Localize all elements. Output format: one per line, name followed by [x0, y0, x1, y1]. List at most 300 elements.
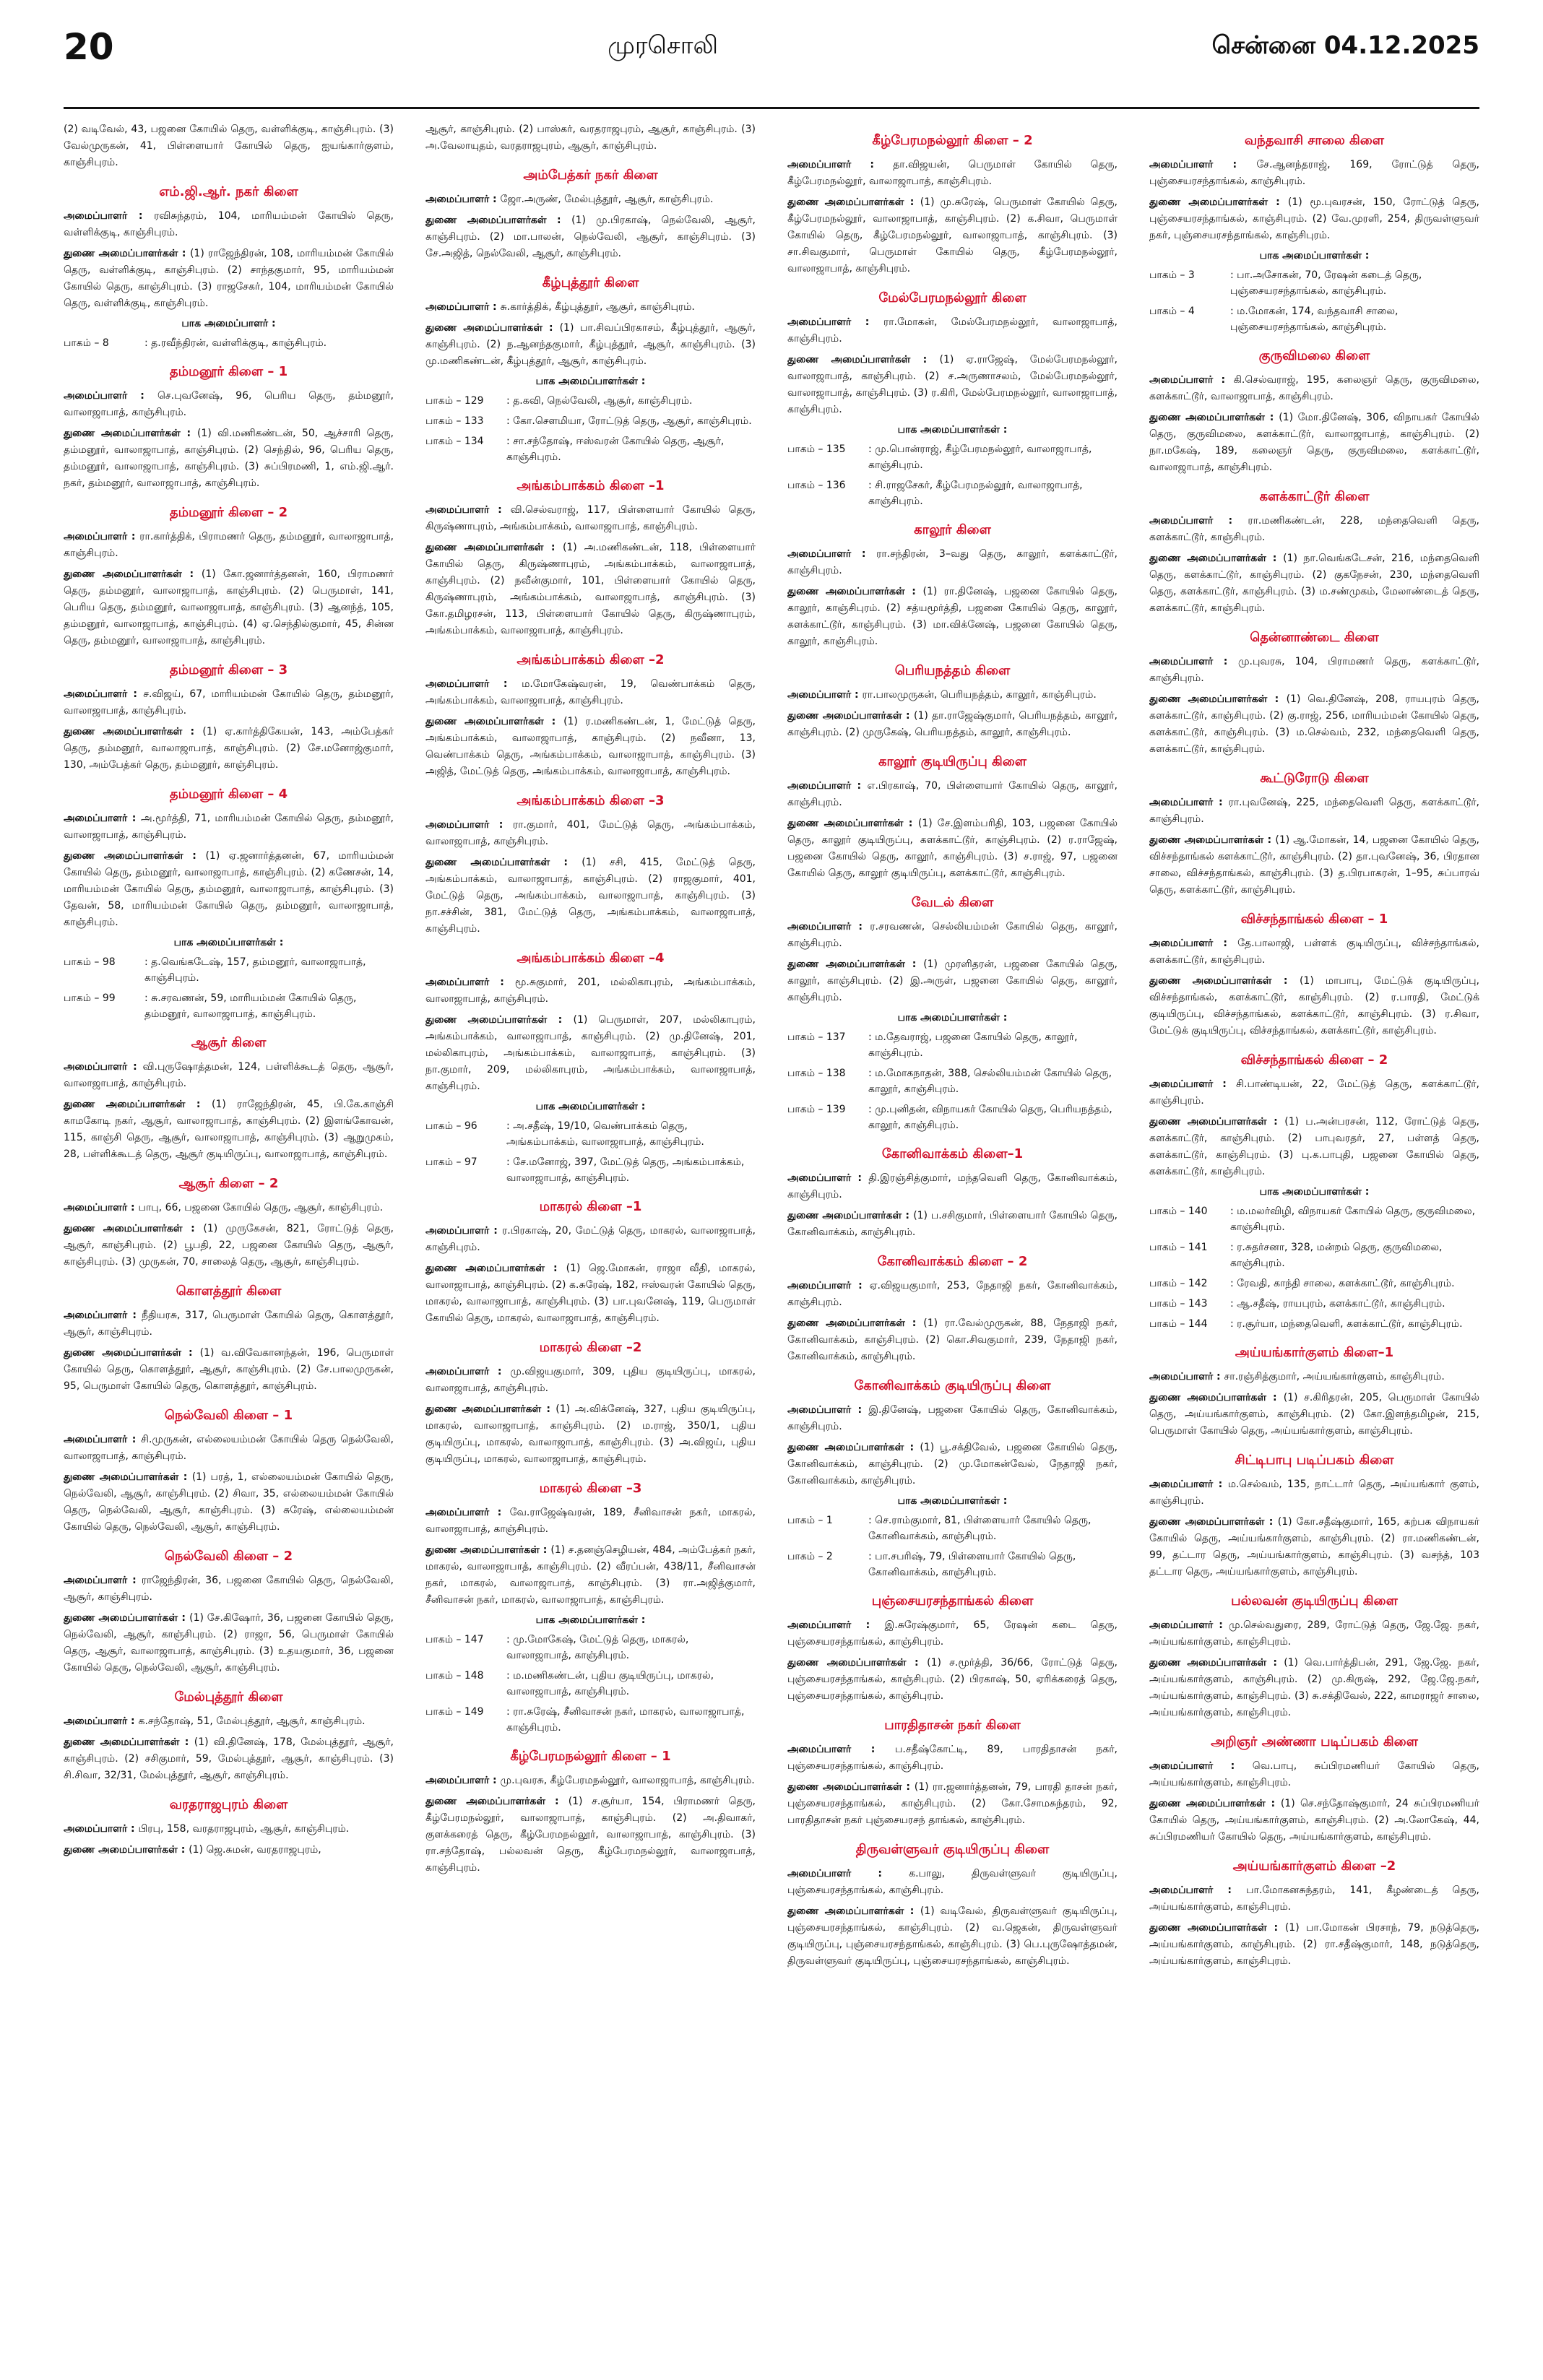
organizer-line [1149, 1758, 1479, 1791]
part-organizer-text: : மு.புனிதன், விநாயகர் கோயில் தெரு, பெரியநத்தம், காலூர், காஞ்சிபுரம். [868, 1104, 1112, 1131]
deputy-organizers-label: துணை அமைப்பாளர்கள் : [425, 215, 572, 226]
deputy-organizers-text: (1) ராஜேந்திரன், 45, பி.கே.காஞ்சி காமகோடி நகர், ஆசூர், வாலாஜாபாத், காஞ்சிபுரம். (2) இளங்கோவன், 115, காஞ்சி தெரு, ஆசூர், வாலாஜாபாத், காஞ்சிபுரம். (3) ஆறுமுகம், 28, பள்ளிக்கூடத் தெரு, ஆசூர் குடியிருப்பு, வாலாஜாபாத், காஞ்சிபுரம். [64, 1099, 394, 1160]
deputy-organizers-text: (1) ரா.வேல்முருகன், 88, நேதாஜி நகர், கோனிவாக்கம், காஞ்சிபுரம். (2) கொ.சிவகுமார், 239, நேதாஜி நகர், கோனிவாக்கம், காஞ்சிபுரம். [787, 1317, 1118, 1362]
branch-title: வரதராஜபுரம் கிளை [169, 1797, 288, 1812]
deputy-organizers-line [64, 1734, 394, 1784]
deputy-organizers-label: துணை அமைப்பாளர்கள் : [425, 322, 560, 334]
part-organizer-row [425, 1118, 756, 1150]
branch-block [787, 1718, 1118, 1829]
branch-block [1149, 133, 1479, 335]
deputy-organizers-line [425, 1401, 756, 1468]
part-number: பாகம் – 138 [787, 1068, 846, 1079]
part-organizer-text: : த.கவி, நெல்வேலி, ஆசூர், காஞ்சிபுரம். [506, 395, 693, 407]
deputy-organizers-text: (1) மு.பிரகாஷ், நெல்வேலி, ஆசூர், காஞ்சிபுரம். (2) மா.பாலன், நெல்வேலி, ஆசூர், காஞ்சிபுரம். (3) சே.அஜித், நெல்வேலி, ஆசூர், காஞ்சிபுரம். [425, 215, 756, 259]
organizer-label: அமைப்பாளர் : [787, 780, 868, 792]
organizer-line [64, 1059, 394, 1092]
organizer-line [64, 1821, 394, 1838]
branch-title: கூட்டுரோடு கிளை [1260, 771, 1369, 786]
part-number: பாகம் – 129 [425, 395, 484, 407]
organizer-label: அமைப்பாளர் : [1149, 374, 1234, 386]
deputy-organizers-label: துணை அமைப்பாளர்கள் : [64, 1736, 194, 1748]
branch-title: காலூர் குடியிருப்பு கிளை [878, 754, 1027, 769]
branch-block [1149, 1593, 1479, 1721]
part-organizer-text: : சா.சந்தோஷ், ஈஸ்வரன் கோயில் தெரு, ஆசூர், காஞ்சிபுரம். [506, 436, 725, 463]
deputy-organizers-line [425, 212, 756, 262]
branch-title: நெல்வேலி கிளை – 2 [164, 1549, 293, 1564]
deputy-organizers-text: (1) முருகேசன், 821, ரோட்டுத் தெரு, ஆசூர், காஞ்சிபுரம். (2) பூபதி, 22, பஜனை கோயில் தெரு, ஆசூர், காஞ்சிபுரம். (3) முருகன், 70, சாலைத் தெரு, ஆசூர், காஞ்சிபுரம். [64, 1223, 394, 1268]
deputy-organizers-text: (1) ஏ.கார்த்திகேயன், 143, அம்பேத்கர் தெரு, தம்மனூர், வாலாஜாபாத், காஞ்சிபுரம். (2) சே.மனோஜ்குமார், 130, அம்பேத்கர் தெரு, தம்மனூர், காஞ்சிபுரம். [64, 726, 394, 771]
organizer-line [1149, 1617, 1479, 1650]
deputy-organizers-line [787, 1315, 1118, 1365]
branch-block [1149, 1345, 1479, 1440]
deputy-organizers-line [787, 1779, 1118, 1829]
organizer-text: சே.ஆனந்தராஜ், 169, ரோட்டுத் தெரு, புஞ்சையரசந்தாங்கல், காஞ்சிபுரம். [1149, 159, 1479, 187]
organizer-text: கி.செல்வராஜ், 195, கலைஞர் தெரு, குருவிமலை, களக்காட்டூர், வாலாஜாபாத், காஞ்சிபுரம். [1149, 374, 1479, 402]
branch-title: தம்மனூர் கிளை – 2 [169, 505, 288, 520]
part-number: பாகம் – 134 [425, 436, 484, 447]
deputy-organizers-label: துணை அமைப்பாளர்கள் : [787, 710, 915, 722]
organizer-text: தா.விஜயன், பெருமாள் கோயில் தெரு, கீழ்பேரமநல்லூர், வாலாஜாபாத், காஞ்சிபுரம். [787, 159, 1118, 187]
deputy-organizers-label: துணை அமைப்பாளர்கள் : [64, 568, 202, 580]
branch-block [425, 275, 756, 465]
organizer-text: அ.மூர்த்தி, 71, மாரியம்மன் கோயில் தெரு, தம்மனூர், வாலாஜாபாத், காஞ்சிபுரம். [64, 813, 394, 841]
deputy-organizers-label: துணை அமைப்பாளர்கள் : [64, 1099, 212, 1110]
part-organizer-text: : ரேவதி, காந்தி சாலை, களக்காட்டூர், காஞ்சிபுரம். [1230, 1278, 1455, 1289]
organizer-text: எ.பிரகாஷ், 70, பிள்ளையார் கோயில் தெரு, காலூர், காஞ்சிபுரம். [787, 780, 1118, 808]
organizer-text: ரா.மோகன், மேல்பேரமநல்லூர், வாலாஜாபாத், காஞ்சிபுரம். [787, 316, 1118, 345]
part-number: பாகம் – 137 [787, 1031, 846, 1043]
branch-block [64, 364, 394, 492]
part-organizer-row [64, 954, 394, 986]
part-organizer-text: : ஆ.சதீஷ், ராயபுரம், களக்காட்டூர், காஞ்சிபுரம். [1230, 1298, 1445, 1310]
organizer-label: அமைப்பாளர் : [787, 921, 870, 932]
deputy-organizers-text: (1) கோ.ஜனார்த்தனன், 160, பிராமணர் தெரு, தம்மனூர், வாலாஜாபாத், காஞ்சிபுரம். (2) பெருமாள், 141, பெரிய தெரு, தம்மனூர், வாலாஜாபாத், காஞ்சிபுரம். (3) ஆனந்த், 105, தம்மனூர், வாலாஜாபாத், காஞ்சிபுரம். (4) ஏ.செந்தில்குமார், 45, சின்ன தெரு, தம்மனூர், வாலாஜாபாத், காஞ்சிபுரம். [64, 568, 394, 646]
branch-block [1149, 348, 1479, 476]
part-organizer-row [425, 1632, 756, 1663]
organizer-line [425, 1223, 756, 1256]
organizer-line [1149, 1369, 1479, 1385]
deputy-organizers-text: (1) வெ.தினேஷ், 208, ராயபுரம் தெரு, களக்காட்டூர், காஞ்சிபுரம். (2) கு.ராஜ், 256, மாரியம்மன் கோயில் தெரு, களக்காட்டூர், காஞ்சிபுரம். (3) ம.செல்வம், 232, மந்தைவெளி தெரு, களக்காட்டூர், காஞ்சிபுரம். [1149, 693, 1479, 755]
part-number: பாகம் – 140 [1149, 1206, 1208, 1217]
part-number: பாகம் – 1 [787, 1515, 833, 1526]
deputy-organizers-label: துணை அமைப்பாளர்கள் : [1149, 1392, 1284, 1403]
part-number: பாகம் – 96 [425, 1120, 477, 1132]
organizer-text: ச.விஜய், 67, மாரியம்மன் கோயில் தெரு, தம்மனூர், வாலாஜாபாத், காஞ்சிபுரம். [64, 688, 394, 717]
branch-title: காலூர் கிளை [914, 522, 991, 537]
organizer-line [1149, 935, 1479, 969]
part-organizer-text: : மு.மோகேஷ், மேட்டுத் தெரு, மாகரல், வாலாஜாபாத், காஞ்சிபுரம். [506, 1634, 689, 1661]
branch-title: வேடல் கிளை [911, 895, 994, 910]
branch-title: வந்தவாசி சாலை கிளை [1244, 133, 1385, 148]
part-organizer-text: : சு.சரவணன், 59, மாரியம்மன் கோயில் தெரு, தம்மனூர், வாலாஜாபாத், காஞ்சிபுரம். [144, 992, 357, 1020]
branch-block [64, 505, 394, 649]
organizer-line [64, 208, 394, 241]
deputy-organizers-line [1149, 194, 1479, 244]
organizer-text: வி.புருஷோத்தமன், 124, பள்ளிக்கூடத் தெரு, ஆசூர், வாலாஜாபாத், காஞ்சிபுரம். [64, 1061, 394, 1089]
deputy-organizers-label: துணை அமைப்பாளர்கள் : [1149, 196, 1288, 208]
part-organizer-row [425, 1154, 756, 1186]
deputy-organizers-text: (1) ரா.ஜனார்த்தனன், 79, பாரதி தாசன் நகர், புஞ்சையரசந்தாங்கல், காஞ்சிபுரம். (2) கோ.சோமசுந்தரம், 92, பாரதிதாசன் நகர் புஞ்சையரசந் தாங்கல், காஞ்சிபுரம். [787, 1781, 1118, 1826]
organizer-label: அமைப்பாளர் : [64, 1715, 139, 1727]
organizer-line [64, 388, 394, 421]
branch-title: சிட்டிபாபு படிப்பகம் கிளை [1235, 1453, 1394, 1468]
branch-title: கீழ்பேரமநல்லூர் கிளை – 2 [872, 133, 1033, 148]
deputy-organizers-label: துணை அமைப்பாளர்கள் : [425, 716, 564, 727]
part-organizer-row [787, 441, 1118, 473]
organizer-line [787, 778, 1118, 811]
deputy-organizers-line [787, 194, 1118, 277]
deputy-organizers-label: துணை அமைப்பாளர்கள் : [64, 1223, 204, 1234]
part-organizer-row [1149, 267, 1479, 299]
branch-title: தென்னாண்டை கிளை [1250, 630, 1379, 645]
organizer-line [787, 919, 1118, 952]
organizer-text: செ.புவனேஷ், 96, பெரிய தெரு, தம்மனூர், வாலாஜாபாத், காஞ்சிபுரம். [64, 390, 394, 418]
branch-block [1149, 630, 1479, 758]
organizer-line [787, 1278, 1118, 1311]
branch-title: தம்மனூர் கிளை – 3 [169, 662, 288, 678]
part-organizer-text: : ம.மணிகண்டன், புதிய குடியிருப்பு, மாகரல், வாலாஜாபாத், காஞ்சிபுரம். [506, 1670, 714, 1697]
part-organizers-heading: பாக அமைப்பாளர்கள் : [1259, 1186, 1370, 1198]
deputy-organizers-line [787, 1903, 1118, 1970]
branch-block [425, 1199, 756, 1327]
organizer-text: ரவிசுந்தரம், 104, மாரியம்மன் கோயில் தெரு, வள்ளிக்குடி, காஞ்சிபுரம். [64, 210, 394, 238]
part-organizer-text: : ம.தேவராஜ், பஜனை கோயில் தெரு, காலூர், காஞ்சிபுரம். [868, 1031, 1078, 1059]
part-organizers-heading: பாக அமைப்பாளர்கள் : [173, 937, 284, 948]
branch-block [1149, 771, 1479, 899]
part-organizer-text: : அ.சதீஷ், 19/10, வெண்பாக்கம் தெரு, அங்கம்பாக்கம், வாலாஜாபாத், காஞ்சிபுரம். [506, 1120, 704, 1148]
part-organizer-text: : ம.மலர்விழி, விநாயகர் கோயில் தெரு, குருவிமலை, காஞ்சிபுரம். [1230, 1206, 1476, 1233]
part-organizer-text: : த.ரவீந்திரன், வள்ளிக்குடி, காஞ்சிபுரம். [144, 337, 327, 349]
deputy-organizers-line [787, 352, 1118, 418]
part-number: பாகம் – 142 [1149, 1278, 1208, 1289]
organizer-text: ரா.மணிகண்டன், 228, மந்தைவெளி தெரு, களக்காட்டூர், காஞ்சிபுரம். [1149, 515, 1479, 543]
deputy-organizers-label: துணை அமைப்பாளர்கள் : [1149, 1116, 1285, 1128]
branch-block [787, 1254, 1118, 1365]
part-organizer-row [425, 413, 756, 429]
organizer-label: அமைப்பாளர் : [1149, 797, 1229, 808]
branch-block [1149, 1858, 1479, 1970]
branch-title: கோனிவாக்கம் கிளை – 2 [877, 1254, 1028, 1269]
branch-title: களக்காட்டூர் கிளை [1259, 489, 1370, 504]
continued-text: ஆசூர், காஞ்சிபுரம். (2) பாஸ்கர், வரதராஜபுரம், ஆசூர், காஞ்சிபுரம். (3) அ.வேலாயுதம், வரதராஜபுரம், ஆசூர், காஞ்சிபுரம். [425, 124, 756, 152]
part-number: பாகம் – 135 [787, 443, 846, 455]
deputy-organizers-label: துணை அமைப்பாளர்கள் : [425, 1544, 551, 1556]
organizer-line [64, 1200, 394, 1216]
deputy-organizers-label: துணை அமைப்பாளர்கள் : [425, 1263, 566, 1274]
organizer-label: அமைப்பாளர் : [1149, 938, 1238, 949]
column-4 [1149, 121, 1479, 2351]
part-organizer-row [1149, 303, 1479, 335]
deputy-organizers-line [425, 854, 756, 938]
deputy-organizers-label: துணை அமைப்பாளர்கள் : [1149, 834, 1276, 846]
deputy-organizers-line [1149, 1390, 1479, 1440]
branch-title: கொளத்தூர் கிளை [176, 1284, 282, 1299]
part-organizer-row [1149, 1239, 1479, 1271]
branch-block [787, 1593, 1118, 1705]
organizer-text: சி.பாண்டியன், 22, மேட்டுத் தெரு, களக்காட்டூர், காஞ்சிபுரம். [1149, 1078, 1479, 1107]
part-number: பாகம் – 2 [787, 1551, 833, 1562]
deputy-organizers-label: துணை அமைப்பாளர்கள் : [425, 1796, 569, 1807]
branch-block [787, 1378, 1118, 1580]
part-organizer-text: : பா.அசோகன், 70, ரேஷன் கடைத் தெரு, புஞ்சையரசந்தாங்கல், காஞ்சிபுரம். [1230, 269, 1422, 297]
deputy-organizers-text: (1) வடிவேல், திருவள்ளுவர் குடியிருப்பு, புஞ்சையரசந்தாங்கல், காஞ்சிபுரம். (2) வ.ஜெகன், திருவள்ளுவர் குடியிருப்பு, புஞ்சையரசந்தாங்கல், காஞ்சிபுரம். (3) பெ.புருஷோத்தமன், திருவள்ளுவர் குடியிருப்பு, புஞ்சையரசந்தாங்கல், காஞ்சிபுரம். [787, 1905, 1118, 1967]
organizer-line [64, 810, 394, 844]
organizer-text: பிரபு, 158, வரதராஜபுரம், ஆசூர், காஞ்சிபுரம். [138, 1823, 350, 1835]
branch-block [1149, 912, 1479, 1039]
deputy-organizers-label: துணை அமைப்பாளர்கள் : [787, 1657, 928, 1669]
deputy-organizers-label: துணை அமைப்பாளர்கள் : [425, 857, 582, 868]
organizer-text: வே.ராஜேஷ்வரன், 189, சீனிவாசன் நகர், மாகரல், வாலாஜாபாத், காஞ்சிபுரம். [425, 1507, 756, 1535]
branch-block [787, 663, 1118, 741]
deputy-organizers-label: துணை அமைப்பாளர்கள் : [425, 1403, 556, 1415]
branch-title: விச்சந்தாங்கல் கிளை – 1 [1240, 912, 1388, 927]
branch-block [425, 478, 756, 639]
organizer-text: ர.சரவணன், செல்லியம்மன் கோயில் தெரு, காலூர், காஞ்சிபுரம். [787, 921, 1118, 949]
branch-title: மாகரல் கிளை –1 [539, 1199, 642, 1214]
organizer-line [425, 191, 756, 208]
organizer-text: சி.முருகன், எல்லையம்மன் கோயில் தெரு நெல்வேலி, வாலாஜாபாத், காஞ்சிபுரம். [64, 1434, 394, 1462]
deputy-organizers-label: துணை அமைப்பாளர்கள் : [64, 1471, 192, 1483]
organizer-label: அமைப்பாளர் : [425, 194, 501, 205]
deputy-organizers-label: துணை அமைப்பாளர்கள் : [787, 354, 940, 365]
organizer-line [1149, 372, 1479, 405]
deputy-organizers-text: (1) மோ.தினேஷ், 306, விநாயகர் கோயில் தெரு, குருவிமலை, களக்காட்டூர், வாலாஜாபாத், காஞ்சிபுரம். (2) நா.மகேஷ், 189, கலைஞர் தெரு, குருவிமலை, களக்காட்டூர், வாலாஜாபாத், காஞ்சிபுரம். [1149, 412, 1479, 473]
deputy-organizers-label: துணை அமைப்பாளர்கள் : [787, 1781, 915, 1793]
branch-title: ஆசூர் கிளை [191, 1035, 267, 1050]
deputy-organizers-line [1149, 1114, 1479, 1180]
deputy-organizers-label: துணை அமைப்பாளர்கள் : [64, 850, 206, 862]
part-organizers-heading: பாக அமைப்பாளர்கள் : [897, 424, 1008, 436]
part-organizers-heading: பாக அமைப்பாளர்கள் : [535, 1101, 646, 1112]
organizer-text: ரா.குமார், 401, மேட்டுத் தெரு, அங்கம்பாக்கம், வாலாஜாபாத், காஞ்சிபுரம். [425, 819, 756, 847]
organizer-label: அமைப்பாளர் : [1149, 656, 1238, 667]
part-number: பாகம் – 144 [1149, 1318, 1208, 1330]
branch-title: பாரதிதாசன் நகர் கிளை [884, 1718, 1021, 1733]
part-organizer-text: : பா.சபரிஷ், 79, பிள்ளையார் கோயில் தெரு, கோனிவாக்கம், காஞ்சிபுரம். [868, 1551, 1076, 1578]
organizer-label: அமைப்பாளர் : [787, 1280, 870, 1291]
deputy-organizers-line [64, 1345, 394, 1395]
branch-block [425, 121, 756, 155]
organizer-label: அமைப்பாளர் : [64, 1310, 142, 1321]
deputy-organizers-line [64, 246, 394, 312]
masthead [64, 0, 1479, 94]
organizer-line [787, 546, 1118, 579]
organizer-label: அமைப்பாளர் : [64, 390, 157, 402]
organizer-label: அமைப்பாளர் : [64, 1434, 142, 1445]
part-organizers-heading: பாக அமைப்பாளர்கள் : [1259, 250, 1370, 261]
branch-title: கீழ்பேரமநல்லூர் கிளை – 1 [510, 1749, 671, 1764]
part-organizers-heading: பாக அமைப்பாளர்கள் : [535, 1614, 646, 1626]
part-organizer-row [425, 1704, 756, 1736]
branch-block [425, 1481, 756, 1736]
branch-title: விச்சந்தாங்கல் கிளை – 2 [1240, 1052, 1388, 1068]
deputy-organizers-text: (1) முரளிதரன், பஜனை கோயில் தெரு, காலூர், காஞ்சிபுரம். (2) இ.அருள், பஜனை கோயில் தெரு, காலூர், காஞ்சிபுரம். [787, 959, 1118, 1003]
organizer-text: வி.செல்வராஜ், 117, பிள்ளையார் கோயில் தெரு, கிருஷ்ணாபுரம், அங்கம்பாக்கம், வாலாஜாபாத், காஞ்சிபுரம். [425, 504, 756, 532]
branch-block [64, 1176, 394, 1271]
branch-title: பெரியநத்தம் கிளை [894, 663, 1011, 678]
deputy-organizers-label: துணை அமைப்பாளர்கள் : [787, 1317, 924, 1329]
deputy-organizers-line [64, 566, 394, 649]
organizer-text: ரா.பாலமுருகன், பெரியநத்தம், காலூர், காஞ்சிபுரம். [862, 689, 1097, 701]
deputy-organizers-line [1149, 1796, 1479, 1845]
deputy-organizers-label: துணை அமைப்பாளர்கள் : [1149, 693, 1287, 705]
deputy-organizers-text: (1) வ.விவேகானந்தன், 196, பெருமாள் கோயில் தெரு, கொளத்தூர், ஆசூர், காஞ்சிபுரம். (2) சே.பாலமுருகன், 95, பெருமாள் கோயில் தெரு, கொளத்தூர், காஞ்சிபுரம். [64, 1347, 394, 1392]
branch-title: மேல்புத்தூர் கிளை [174, 1689, 283, 1705]
branch-title: ஆசூர் கிளை – 2 [178, 1176, 279, 1191]
part-organizer-row [1149, 1296, 1479, 1312]
organizer-label: அமைப்பாளர் : [425, 1507, 510, 1518]
organizer-label: அமைப்பாளர் : [787, 1744, 895, 1755]
organizer-line [425, 676, 756, 709]
part-number: பாகம் – 97 [425, 1156, 477, 1168]
organizer-text: க.சந்தோஷ், 51, மேல்புத்தூர், ஆசூர், காஞ்சிபுரம். [138, 1715, 366, 1727]
deputy-organizers-line [64, 425, 394, 492]
organizer-text: ஏ.விஜயகுமார், 253, நேதாஜி நகர், கோனிவாக்கம், காஞ்சிபுரம். [787, 1280, 1118, 1308]
newspaper-name: முரசொலி [608, 31, 719, 60]
deputy-organizers-label: துணை அமைப்பாளர்கள் : [787, 959, 924, 970]
branch-block [64, 1408, 394, 1536]
organizer-line [787, 1741, 1118, 1775]
branch-block [425, 1749, 756, 1877]
deputy-organizers-text: (1) பெருமாள், 207, மல்லிகாபுரம், அங்கம்பாக்கம், வாலாஜாபாத், காஞ்சிபுரம். (2) மு.தினேஷ், 201, மல்லிகாபுரம், அங்கம்பாக்கம், வாலாஜாபாத், காஞ்சிபுரம். (3) நா.குமார், 209, மல்லிகாபுரம், அங்கம்பாக்கம், வாலாஜாபாத், காஞ்சிபுரம். [425, 1014, 756, 1092]
part-organizer-row [425, 433, 756, 465]
branch-block [1149, 1052, 1479, 1332]
part-organizer-text: : த.வெங்கடேஷ், 157, தம்மனூர், வாலாஜாபாத், காஞ்சிபுரம். [144, 956, 366, 984]
part-organizer-row [787, 477, 1118, 509]
organizer-label: அமைப்பாளர் : [425, 504, 511, 516]
organizer-line [425, 1364, 756, 1397]
branch-title: அய்யங்கார்குளம் கிளை–1 [1235, 1345, 1394, 1360]
deputy-organizers-line [787, 1208, 1118, 1241]
organizer-text: சா.ரஞ்சித்குமார், அய்யங்கார்குளம், காஞ்சிபுரம். [1224, 1371, 1445, 1382]
deputy-organizers-line [64, 1469, 394, 1536]
deputy-organizers-label: துணை அமைப்பாளர்கள் : [64, 1347, 200, 1359]
organizer-label: அமைப்பாளர் : [1149, 1619, 1229, 1631]
part-organizer-row [787, 1029, 1118, 1061]
part-organizer-row [425, 1668, 756, 1700]
organizer-label: அமைப்பாளர் : [787, 1404, 869, 1416]
deputy-organizers-line [64, 848, 394, 931]
part-organizer-text: : ர.சூர்யா, மந்தைவெளி, களக்காட்டூர், காஞ்சிபுரம். [1230, 1318, 1463, 1330]
branch-title: மாகரல் கிளை –2 [539, 1340, 642, 1355]
deputy-organizers-line [1149, 832, 1479, 899]
deputy-organizers-label: துணை அமைப்பாளர்கள் : [1149, 1922, 1285, 1934]
organizer-text: ஜோ.அருண், மேல்புத்தூர், ஆசூர், காஞ்சிபுரம். [500, 194, 714, 205]
organizer-label: அமைப்பாளர் : [64, 1061, 143, 1073]
branch-block [787, 1842, 1118, 1970]
part-number: பாகம் – 133 [425, 415, 484, 427]
deputy-organizers-text: (1) அ.மணிகண்டன், 118, பிள்ளையார் கோயில் தெரு, கிருஷ்ணாபுரம், அங்கம்பாக்கம், வாலாஜாபாத், காஞ்சிபுரம். (2) நவீன்குமார், 101, பிள்ளையார் கோயில் தெரு, கிருஷ்ணாபுரம், அங்கம்பாக்கம், வாலாஜாபாத், காஞ்சிபுரம். (3) கோ.தமிழரசன், 113, பிள்ளையார் கோயில் தெரு, கிருஷ்ணாபுரம், அங்கம்பாக்கம், வாலாஜாபாத், காஞ்சிபுரம். [425, 542, 756, 636]
deputy-organizers-line [64, 1096, 394, 1163]
deputy-organizers-line [425, 320, 756, 370]
organizer-label: அமைப்பாளர் : [425, 301, 501, 313]
organizer-label: அமைப்பாளர் : [64, 1575, 142, 1586]
deputy-organizers-line [64, 1610, 394, 1676]
deputy-organizers-line [1149, 410, 1479, 476]
organizer-line [425, 974, 756, 1008]
organizer-text: க.பாலு, திருவள்ளுவர் குடியிருப்பு, புஞ்சையரசந்தாங்கல், காஞ்சிபுரம். [787, 1868, 1118, 1896]
organizer-text: ம.மோகேஷ்வரன், 19, வெண்பாக்கம் தெரு, அங்கம்பாக்கம், வாலாஜாபாத், காஞ்சிபுரம். [425, 678, 756, 706]
deputy-organizers-line [425, 1260, 756, 1327]
part-number: பாகம் – 99 [64, 992, 116, 1004]
organizer-text: ரா.சந்திரன், 3–வது தெரு, காலூர், களக்காட்டூர், காஞ்சிபுரம். [787, 548, 1118, 576]
organizer-line [425, 502, 756, 535]
branch-block [787, 133, 1118, 277]
article-columns [64, 121, 1479, 2351]
branch-block [1149, 1453, 1479, 1580]
branch-title: கோனிவாக்கம் குடியிருப்பு கிளை [854, 1378, 1051, 1393]
branch-block [425, 168, 756, 262]
organizer-text: ம.செல்வம், 135, நாட்டார் தெரு, அய்யங்கார் குளம், காஞ்சிபுரம். [1149, 1479, 1479, 1507]
continued-text: (2) வடிவேல், 43, பஜனை கோயில் தெரு, வள்ளிக்குடி, காஞ்சிபுரம். (3) வேல்முருகன், 41, பிள்ளையார் கோயில் தெரு, ஐயங்கார்குளம், காஞ்சிபுரம். [64, 124, 394, 168]
organizer-text: இ.சுரேஷ்குமார், 65, ரேஷன் கடை தெரு, புஞ்சையரசந்தாங்கல், காஞ்சிபுரம். [787, 1619, 1118, 1648]
deputy-organizers-text: (1) ராஜேந்திரன், 108, மாரியம்மன் கோயில் தெரு, வள்ளிக்குடி, காஞ்சிபுரம். (2) சாந்தகுமார், 95, மாரியம்மன் கோயில் தெரு, காஞ்சிபுரம். (3) ராஜசேகர், 104, மாரியம்மன் கோயில் தெரு, வள்ளிக்குடி, காஞ்சிபுரம். [64, 248, 394, 309]
organizer-label: அமைப்பாளர் : [64, 1823, 139, 1835]
part-number: பாகம் – 143 [1149, 1298, 1208, 1310]
deputy-organizers-text: (1) ப.சசிகுமார், பிள்ளையார் கோயில் தெரு, கோனிவாக்கம், காஞ்சிபுரம். [787, 1210, 1118, 1238]
part-organizer-text: : மு.பொன்ராஜ், கீழ்பேரமநல்லூர், வாலாஜாபாத், காஞ்சிபுரம். [868, 443, 1092, 471]
organizer-label: அமைப்பாளர் : [64, 813, 141, 824]
deputy-organizers-label: துணை அமைப்பாளர்கள் : [787, 1905, 920, 1917]
organizer-label: அமைப்பாளர் : [64, 1202, 139, 1213]
branch-title: புஞ்சையரசந்தாங்கல் கிளை [871, 1593, 1034, 1609]
deputy-organizers-label: துணை அமைப்பாளர்கள் : [787, 818, 918, 829]
deputy-organizers-line [64, 1842, 394, 1858]
organizer-text: ர.பிரகாஷ், 20, மேட்டுத் தெரு, மாகரல், வாலாஜாபாத், காஞ்சிபுரம். [425, 1225, 756, 1253]
branch-title: அம்பேத்கர் நகர் கிளை [523, 168, 658, 183]
branch-title: குருவிமலை கிளை [1258, 348, 1370, 363]
branch-block [425, 951, 756, 1186]
organizer-text: ப.சதீஷ்கோட்டி, 89, பாரதிதாசன் நகர், புஞ்சையரசந்தாங்கல், காஞ்சிபுரம். [787, 1744, 1118, 1772]
organizer-label: அமைப்பாளர் : [787, 1172, 869, 1184]
deputy-organizers-label: துணை அமைப்பாளர்கள் : [1149, 412, 1279, 423]
deputy-organizers-text: (1) பா.மோகன் பிரசாந், 79, நடுத்தெரு, அய்யங்கார்குளம், காஞ்சிபுரம். (2) ரா.சதீஷ்குமார், 148, நடுத்தெரு, அய்யங்கார்குளம், காஞ்சிபுரம். [1149, 1922, 1479, 1967]
part-organizer-row [787, 1513, 1118, 1544]
part-organizer-text: : ம.மோகநாதன், 388, செல்லியம்மன் கோயில் தெரு, காலூர், காஞ்சிபுரம். [868, 1068, 1112, 1095]
part-organizer-text: : ரா.சுரேஷ், சீனிவாசன் நகர், மாகரல், வாலாஜாபாத், காஞ்சிபுரம். [506, 1706, 745, 1734]
organizer-label: அமைப்பாளர் : [64, 688, 144, 700]
organizer-label: அமைப்பாளர் : [64, 531, 140, 542]
organizer-line [787, 157, 1118, 190]
organizer-label: அமைப்பாளர் : [1149, 1760, 1253, 1772]
organizer-text: மு.செல்வதுரை, 289, ரோட்டுத் தெரு, ஜே.ஜே. நகர், அய்யங்கார்குளம், காஞ்சிபுரம். [1149, 1619, 1479, 1648]
part-organizer-row [425, 393, 756, 409]
branch-block [787, 895, 1118, 1133]
organizer-line [787, 687, 1118, 704]
deputy-organizers-line [787, 1655, 1118, 1705]
organizer-text: ராஜேந்திரன், 36, பஜனை கோயில் தெரு, நெல்வேலி, ஆசூர், காஞ்சிபுரம். [64, 1575, 394, 1603]
organizer-text: மு.விஜயகுமார், 309, புதிய குடியிருப்பு, மாகரல், வாலாஜாபாத், காஞ்சிபுரம். [425, 1366, 756, 1394]
branch-title: அறிஞர் அண்ணா படிப்பகம் கிளை [1211, 1734, 1418, 1749]
deputy-organizers-text: (1) சே.கிஷோர், 36, பஜனை கோயில் தெரு, நெல்வேலி, ஆசூர், காஞ்சிபுரம். (2) ராஜா, 56, பெருமாள் கோயில் தெரு, ஆசூர், வாலாஜாபாத், காஞ்சிபுரம். (3) உதயகுமார், 36, பஜனை கோயில் தெரு, நெல்வேலி, ஆசூர், காஞ்சிபுரம். [64, 1612, 394, 1674]
organizer-label: அமைப்பாளர் : [425, 977, 515, 988]
deputy-organizers-label: துணை அமைப்பாளர்கள் : [425, 542, 563, 553]
deputy-organizers-line [787, 956, 1118, 1006]
deputy-organizers-line [425, 1542, 756, 1609]
deputy-organizers-label: துணை அமைப்பாளர்கள் : [64, 428, 197, 439]
branch-title: நெல்வேலி கிளை – 1 [164, 1408, 293, 1423]
organizer-line [1149, 1476, 1479, 1510]
branch-title: தம்மனூர் கிளை – 1 [169, 364, 288, 379]
branch-block [64, 1549, 394, 1676]
part-organizer-row [787, 1102, 1118, 1133]
deputy-organizers-text: (1) ஜெ.சுமன், வரதராஜபுரம், [189, 1844, 321, 1856]
part-organizer-row [787, 1065, 1118, 1097]
deputy-organizers-line [1149, 1920, 1479, 1970]
deputy-organizers-text: (1) ரா.தினேஷ், பஜனை கோயில் தெரு, காலூர், காஞ்சிபுரம். (2) சத்யமூர்த்தி, பஜனை கோயில் தெரு, காலூர், களக்காட்டூர், காஞ்சிபுரம். (3) மா.விக்னேஷ், பஜனை கோயில் தெரு, காலூர், காஞ்சிபுரம். [787, 586, 1118, 647]
branch-block [64, 662, 394, 774]
page-number: 20 [64, 26, 114, 68]
